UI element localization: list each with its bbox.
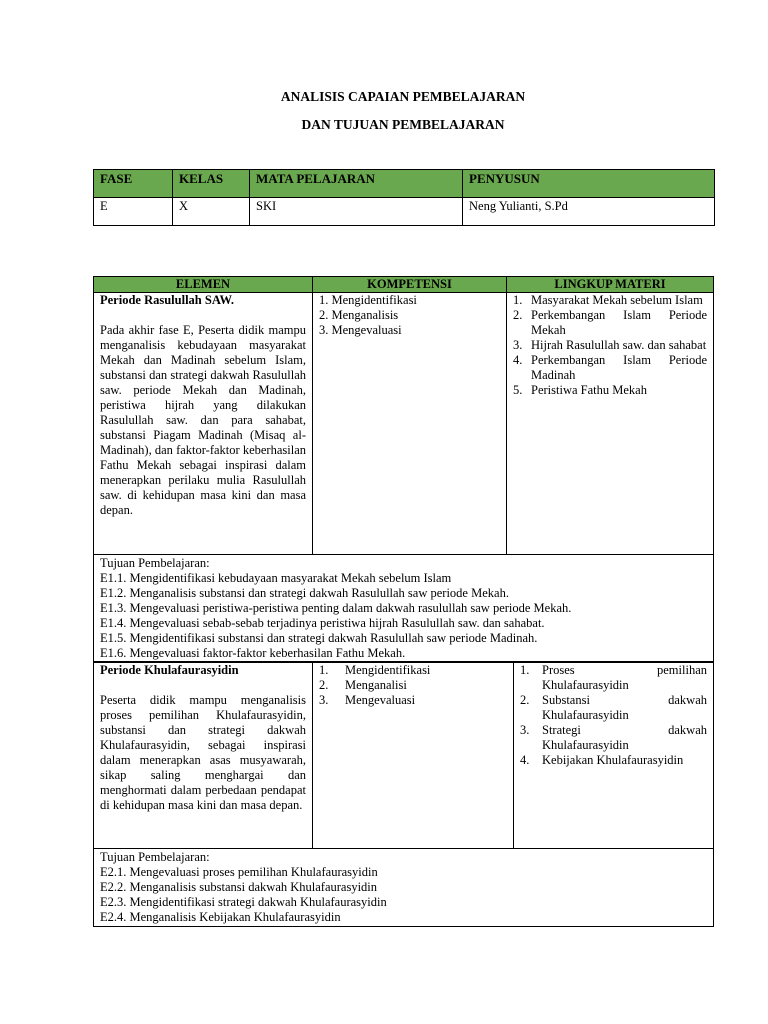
info-table — [93, 169, 715, 226]
header-kelas: KELAS — [173, 170, 250, 198]
lingkup-item: 4. Perkembangan Islam Periode Madinah — [513, 353, 707, 382]
info-header-row — [94, 170, 715, 198]
document-title-line-1: ANALISIS CAPAIAN PEMBELAJARAN — [280, 89, 526, 104]
kompetensi-item: 3. Mengevaluasi — [319, 693, 416, 707]
tujuan-item: E1.1. Mengidentifikasi kebudayaan masyarakat Mekah sebelum Islam — [100, 571, 452, 585]
kompetensi-item: 2. Menganalisis — [319, 308, 399, 322]
header-kompetensi: KOMPETENSI — [313, 277, 507, 293]
tujuan-item: E1.3. Mengevaluasi peristiwa-peristiwa penting dalam dakwah rasulullah saw periode Mekah. — [100, 601, 572, 615]
section-2-tujuan-row — [94, 849, 714, 927]
section-1-tujuan-row — [94, 555, 714, 662]
tujuan-item: E2.1. Mengevaluasi proses pemilihan Khulafaurasyidin — [100, 865, 378, 879]
tujuan-label: Tujuan Pembelajaran: — [100, 556, 210, 570]
section-2-elemen-description: Peserta didik mampu menganalisis proses pemilihan Khulafaurasyidin, substansi dan strategi dakwah Khulafaurasyidin, sebagai inspirasi dalam menerapkan asas musyawarah, sikap saling menghargai dan menghormati dalam perbedaan pendapat di kehidupan masa kini dan masa depan. — [100, 693, 306, 812]
tujuan-item: E2.3. Mengidentifikasi strategi dakwah Khulafaurasyidin — [100, 895, 387, 909]
section-2-kompetensi — [313, 663, 514, 849]
section-1-elemen-title: Periode Rasulullah SAW. — [100, 293, 234, 307]
header-lingkup-materi: LINGKUP MATERI — [507, 277, 714, 293]
tujuan-item: E2.2. Menganalisis substansi dakwah Khulafaurasyidin — [100, 880, 378, 894]
value-penyusun: Neng Yulianti, S.Pd — [463, 198, 715, 226]
lingkup-item: 5. Peristiwa Fathu Mekah — [513, 383, 647, 397]
tujuan-item: E1.2. Menganalisis substansi dan strategi dakwah Rasulullah saw periode Mekah. — [100, 586, 509, 600]
section-2-elemen-title: Periode Khulafaurasyidin — [100, 663, 239, 677]
analysis-table-section-1 — [93, 276, 714, 662]
lingkup-item: 1. Proses pemilihan Khulafaurasyidin — [520, 663, 707, 692]
document-title-line-2: DAN TUJUAN PEMBELAJARAN — [301, 117, 505, 132]
value-kelas: X — [173, 198, 250, 226]
section-2-tujuan — [94, 849, 714, 927]
tujuan-item: E2.4. Menganalisis Kebijakan Khulafaurasyidin — [100, 910, 341, 924]
analysis-table-section-2 — [93, 662, 714, 927]
header-elemen: ELEMEN — [94, 277, 313, 293]
analysis-header-row — [94, 277, 714, 293]
section-2-elemen — [94, 663, 313, 849]
section-1-tujuan — [94, 555, 714, 662]
section-2-row — [94, 663, 714, 849]
section-1-row — [94, 293, 714, 555]
kompetensi-item: 1. Mengidentifikasi — [319, 663, 431, 677]
value-mata-pelajaran: SKI — [250, 198, 463, 226]
kompetensi-item: 1. Mengidentifikasi — [319, 293, 417, 307]
header-penyusun: PENYUSUN — [463, 170, 715, 198]
value-fase: E — [94, 198, 173, 226]
lingkup-item: 3. Strategi dakwah Khulafaurasyidin — [520, 723, 707, 752]
section-2-lingkup-materi — [514, 663, 714, 849]
lingkup-item: 2. Perkembangan Islam Periode Mekah — [513, 308, 707, 337]
lingkup-item: 3. Hijrah Rasulullah saw. dan sahabat — [513, 338, 707, 352]
info-value-row — [94, 198, 715, 226]
kompetensi-item: 3. Mengevaluasi — [319, 323, 402, 337]
tujuan-item: E1.6. Mengevaluasi faktor-faktor keberhasilan Fathu Mekah. — [100, 646, 406, 660]
kompetensi-item: 2. Menganalisi — [319, 678, 407, 692]
section-1-elemen-description: Pada akhir fase E, Peserta didik mampu menganalisis kebudayaan masyarakat Mekah dan Madinah sebelum Islam, substansi dan strategi dakwah Rasulullah saw. periode Mekah dan Madinah, peristiwa hijrah yang dilakukan Rasulullah saw. dan para sahabat, substansi Piagam Madinah (Misaq al-Madinah), dan faktor-faktor keberhasilan Fathu Mekah sebagai inspirasi dalam menerapkan perilaku mulia Rasulullah saw. di kehidupan masa kini dan masa depan. — [100, 323, 306, 517]
tujuan-label: Tujuan Pembelajaran: — [100, 850, 210, 864]
section-1-lingkup-materi — [507, 293, 714, 555]
header-mata-pelajaran: MATA PELAJARAN — [250, 170, 463, 198]
tujuan-item: E1.4. Mengevaluasi sebab-sebab terjadinya peristiwa hijrah Rasulullah saw. dan sahabat. — [100, 616, 545, 630]
lingkup-item: 4. Kebijakan Khulafaurasyidin — [520, 753, 684, 767]
section-1-elemen — [94, 293, 313, 555]
lingkup-item: 1. Masyarakat Mekah sebelum Islam — [513, 293, 703, 307]
section-1-kompetensi — [313, 293, 507, 555]
header-fase: FASE — [94, 170, 173, 198]
tujuan-item: E1.5. Mengidentifikasi substansi dan strategi dakwah Rasulullah saw periode Madinah. — [100, 631, 538, 645]
lingkup-item: 2. Substansi dakwah Khulafaurasyidin — [520, 693, 707, 722]
